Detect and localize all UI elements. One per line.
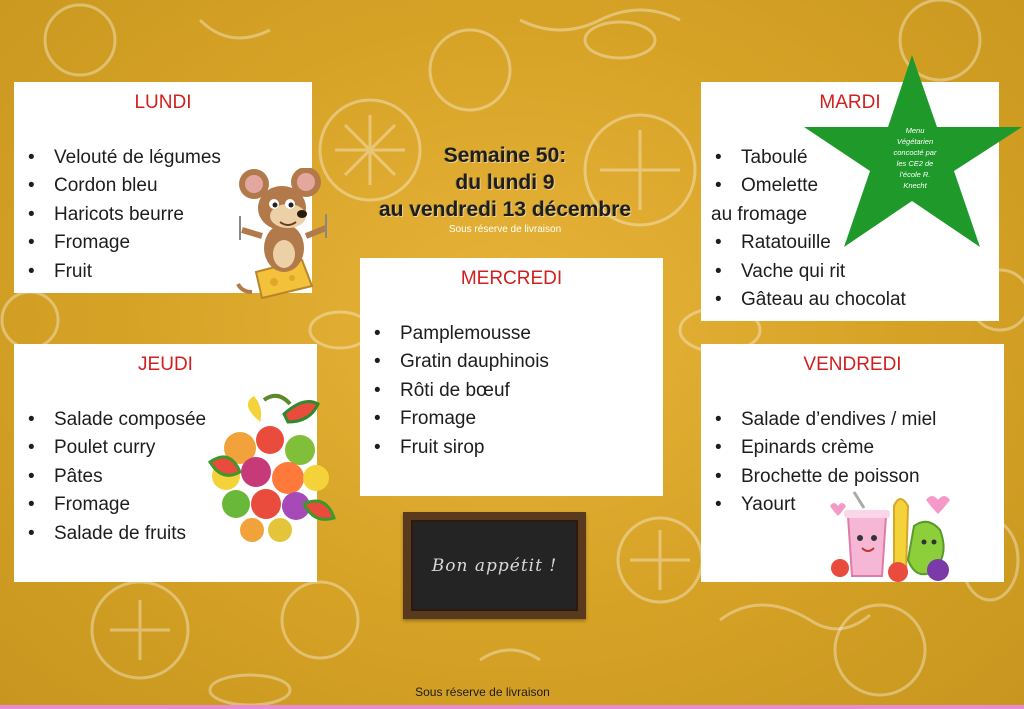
bottom-border bbox=[0, 705, 1024, 709]
list-item: • Vache qui rit bbox=[715, 260, 846, 282]
day-title-mardi: MARDI bbox=[819, 92, 881, 113]
fruit-apple-icon bbox=[200, 392, 340, 544]
week-title bbox=[330, 142, 680, 237]
chalkboard-text: Bon appétit ! bbox=[431, 555, 558, 576]
chalkboard-icon bbox=[403, 512, 586, 619]
list-item: au fromage bbox=[711, 203, 808, 225]
list-item: • Poulet curry bbox=[28, 437, 156, 459]
list-item: • Pamplemousse bbox=[374, 323, 531, 344]
card-mercredi bbox=[360, 258, 663, 496]
list-item: • Brochette de poisson bbox=[715, 465, 920, 487]
list-item: • Omelette bbox=[715, 175, 819, 197]
day-title-jeudi: JEUDI bbox=[138, 354, 193, 375]
list-item: • Salade composée bbox=[28, 409, 207, 430]
list-item: • Haricots beurre bbox=[28, 203, 184, 225]
list-item: • Velouté de légumes bbox=[28, 147, 221, 168]
list-item: • Fromage bbox=[28, 494, 131, 516]
day-title-vendredi: VENDREDI bbox=[803, 354, 902, 375]
title-line-1: Semaine 50: bbox=[443, 144, 567, 167]
list-item: • Yaourt bbox=[715, 494, 796, 516]
chalkboard-surface bbox=[411, 520, 578, 611]
title-line-3: au vendredi 13 décembre bbox=[378, 198, 632, 221]
list-item: • Fruit bbox=[28, 260, 92, 282]
menu-list-lundi bbox=[24, 144, 221, 286]
list-item: • Gratin dauphinois bbox=[374, 351, 549, 373]
yogurt-fruits-icon bbox=[828, 486, 960, 584]
list-item: • Gâteau au chocolat bbox=[715, 288, 906, 310]
list-item: • Fromage bbox=[28, 232, 131, 254]
list-item: • Cordon bleu bbox=[28, 175, 158, 197]
list-item: • Salade d’endives / miel bbox=[715, 409, 937, 430]
day-title-lundi: LUNDI bbox=[134, 92, 192, 113]
list-item: • Pâtes bbox=[28, 465, 103, 487]
star-note: Menu Végétarien concocté par les CE2 de l’école R. Knecht bbox=[893, 126, 937, 190]
menu-list-jeudi bbox=[24, 406, 206, 548]
list-item: • Epinards crème bbox=[715, 437, 875, 459]
list-item: • Salade de fruits bbox=[28, 522, 187, 544]
menu-list-mercredi bbox=[370, 320, 549, 462]
list-item: • Ratatouille bbox=[715, 232, 831, 254]
title-line-2: du lundi 9 bbox=[455, 171, 555, 194]
title-subtitle: Sous réserve de livraison bbox=[448, 224, 562, 235]
footer-note: Sous réserve de livraison bbox=[415, 685, 550, 699]
list-item: • Rôti de bœuf bbox=[374, 379, 510, 401]
vegetarian-star-badge bbox=[804, 53, 1024, 253]
day-title-mercredi: MERCREDI bbox=[460, 268, 563, 289]
list-item: • Taboulé bbox=[715, 147, 808, 168]
list-item: • Fruit sirop bbox=[374, 436, 485, 458]
mouse-cheese-icon bbox=[232, 168, 338, 302]
list-item: • Fromage bbox=[374, 408, 477, 430]
